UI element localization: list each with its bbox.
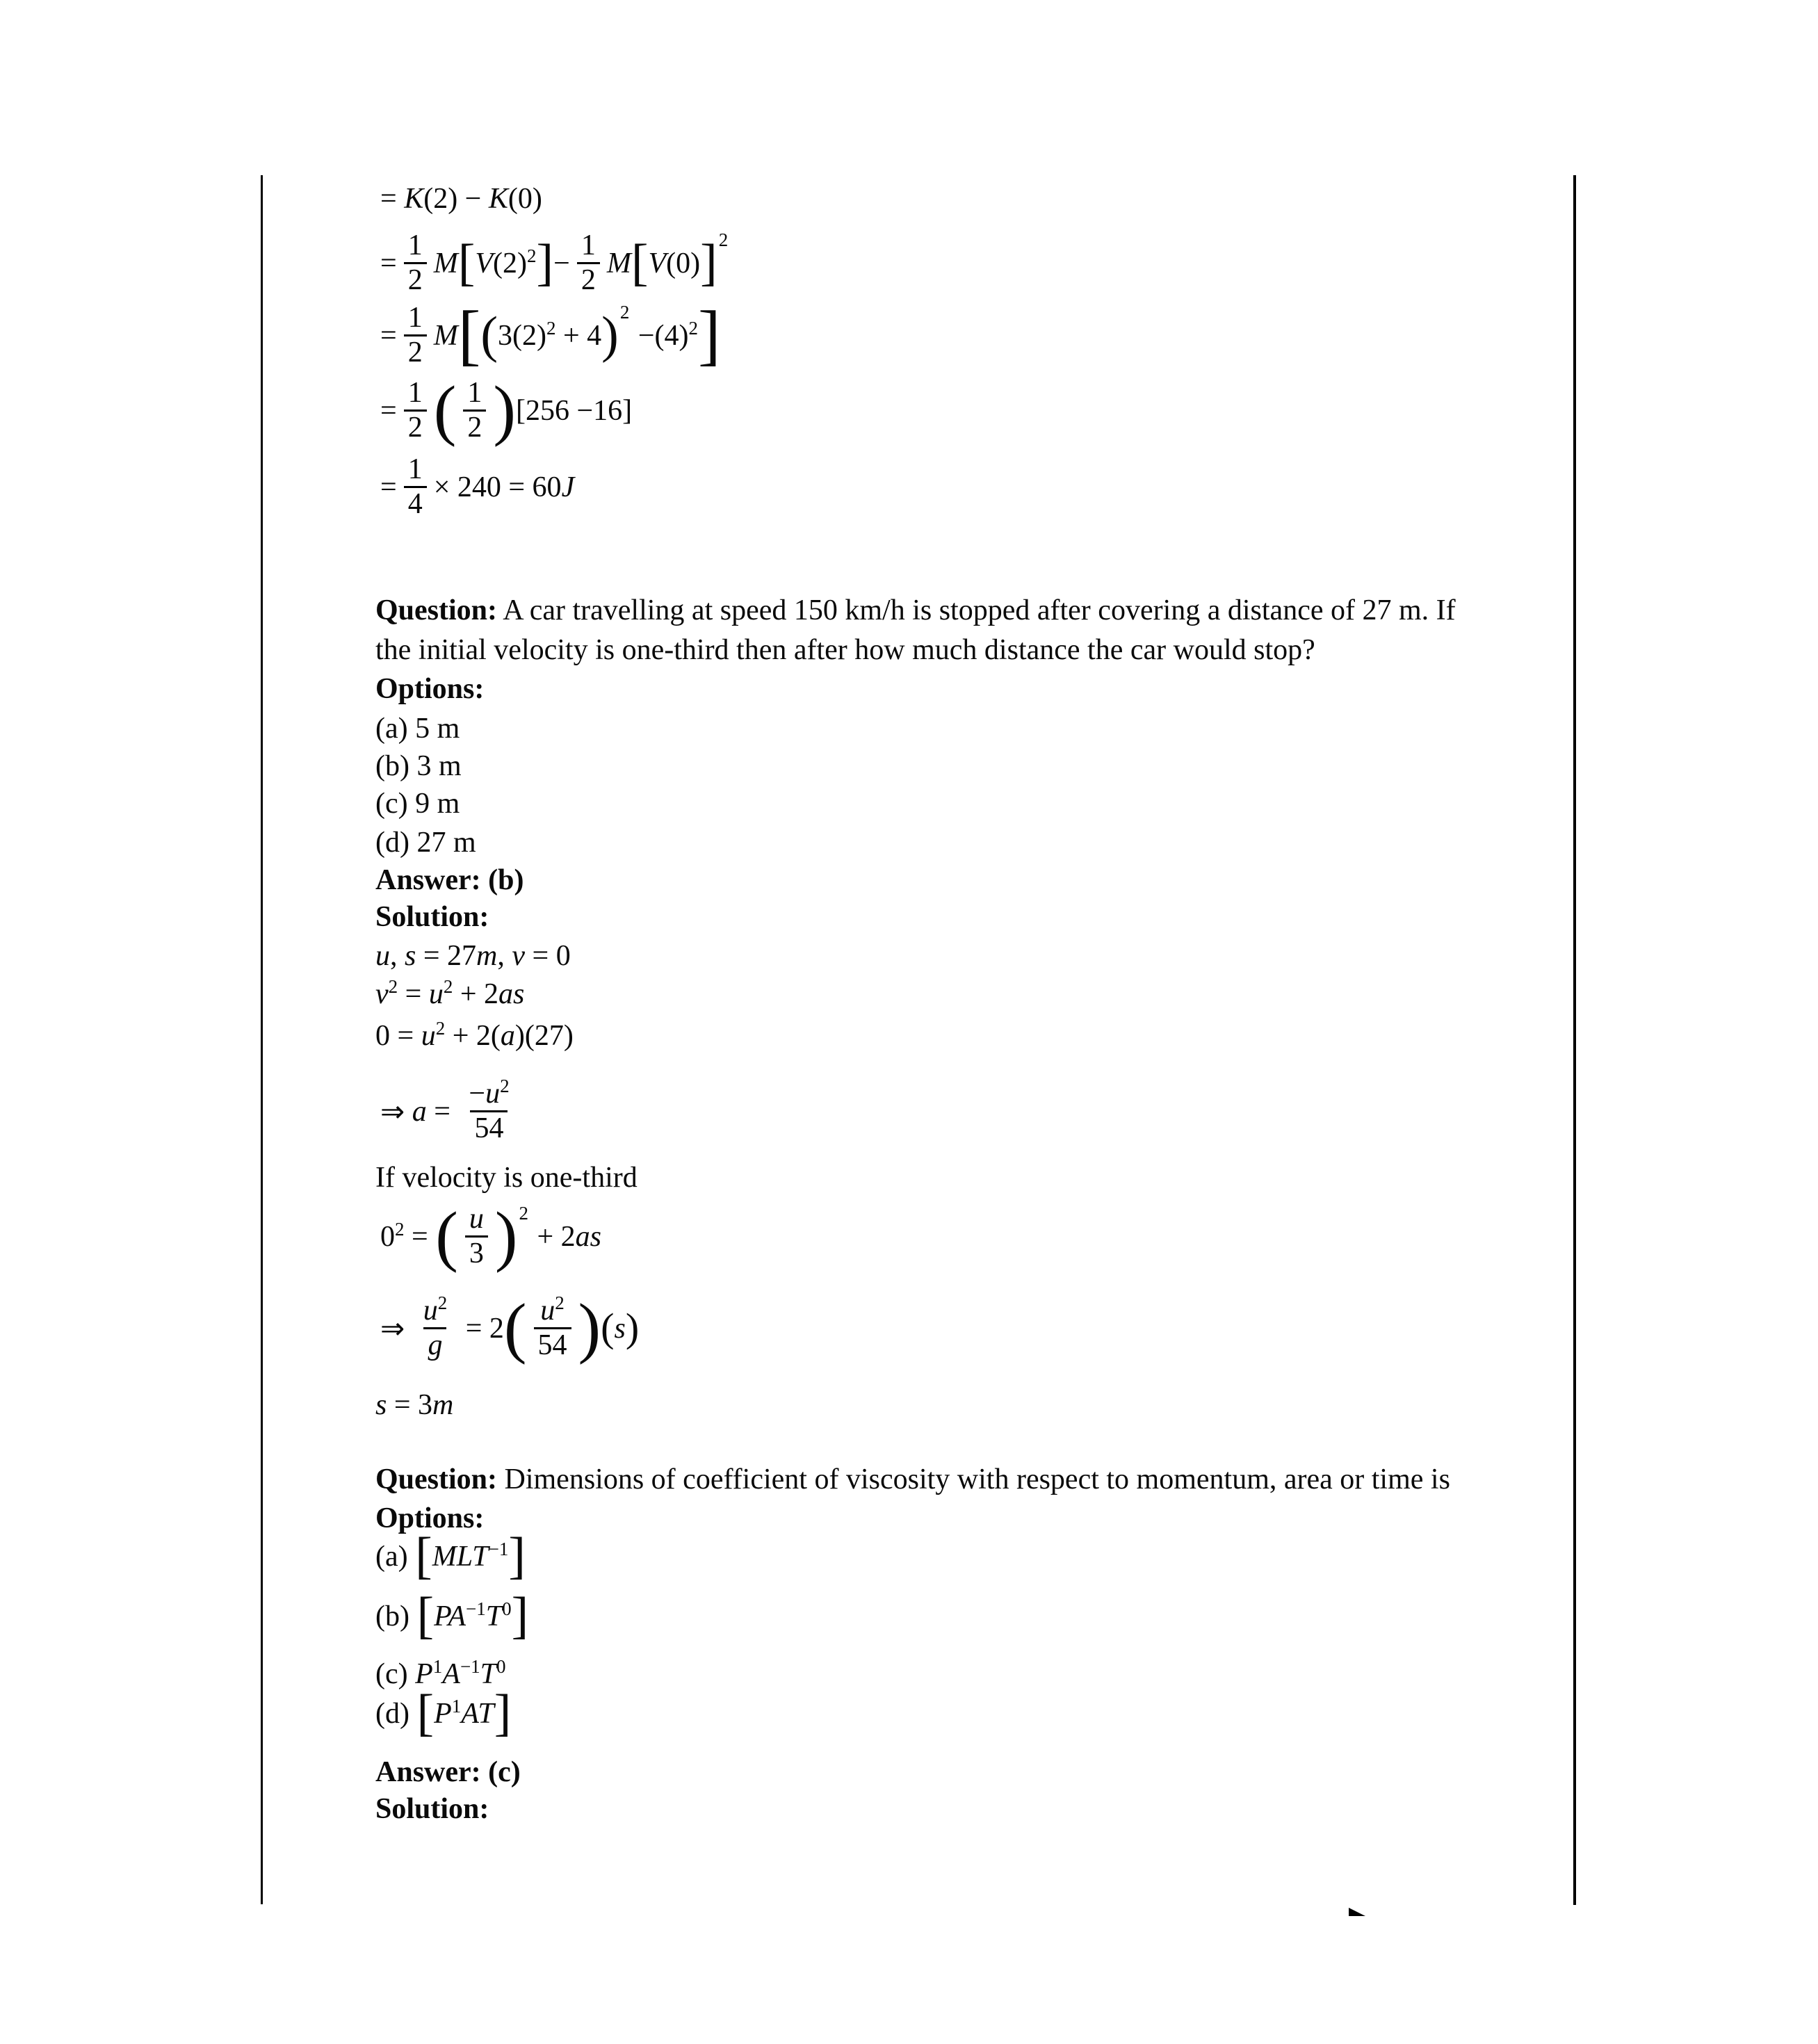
- question1-option-c: (c) 9 m: [375, 788, 460, 820]
- question1-option-d: (d) 27 m: [375, 827, 476, 859]
- question2-option-c: (c) $P^1A^{-1}T^0$: [375, 1656, 506, 1690]
- question1-options-label: Options:: [375, 673, 485, 705]
- question1-answer: Answer: (b): [375, 864, 524, 896]
- solution1-substitution: $0 = u^2 + 2(a)(27)$: [375, 1018, 574, 1052]
- equation-numeric-product: = $\frac{1}{2}$ ( $\frac{1}{2}$ ) [256 −16]: [380, 372, 633, 448]
- question2-option-b: (b) [ $PA^{-1}T^0$ ]: [375, 1587, 529, 1644]
- equation-result-60J: = $\frac{1}{4}$ × 240 = 60J: [380, 453, 575, 521]
- solution1-result: s = 3m: [375, 1389, 454, 1421]
- equation-kinetic-energy: = $\frac{1}{2}$ M [ $V(2)^2$ ] − $\frac{1}{2}$ M [ V(0) ] 2: [380, 229, 729, 297]
- solution1-given-values: u, s = 27m, v = 0: [375, 940, 571, 972]
- question1-text-line1: Question: A car travelling at speed 150 km/h is stopped after covering a distance of 27 m. If: [375, 594, 1456, 626]
- question2-option-d: (d) [ $P^1AT$ ]: [375, 1685, 512, 1742]
- right-margin-rule: [1573, 175, 1576, 1905]
- solution1-note: If velocity is one-third: [375, 1162, 638, 1194]
- question1-option-a: (a) 5 m: [375, 713, 460, 745]
- solution1-acceleration: ⇒ a = $\frac{-u^2}{54}$: [380, 1076, 510, 1145]
- question2-answer: Answer: (c): [375, 1756, 521, 1788]
- solution1-distance-equation: ⇒ $\frac{u^2}{g}$ = 2 ( $\frac{u^2}{54}$ ) ( s ): [380, 1290, 640, 1365]
- cursor-arrow-icon: [1349, 1908, 1365, 1916]
- question2-option-a: (a) [ $MLT^{-1}$ ]: [375, 1527, 526, 1584]
- question2-solution-label: Solution:: [375, 1793, 489, 1825]
- question2-text: Question: Dimensions of coefficient of viscosity with respect to momentum, area or time is: [375, 1463, 1450, 1495]
- left-margin-rule: [261, 175, 263, 1904]
- question1-option-b: (b) 3 m: [375, 750, 462, 782]
- question2-options-label: Options:: [375, 1502, 485, 1534]
- solution1-kinematic-equation: $v^2 = u^2 + 2as$: [375, 976, 525, 1010]
- equation-substituted-values: = $\frac{1}{2}$ M [ ( $3(2)^2 + 4$ ) 2 $-(4)^2$ ]: [380, 297, 721, 373]
- equation-k-difference: = K(2) − K(0): [380, 183, 542, 215]
- solution1-one-third-equation: $0^2$ = ( $\frac{u}{3}$ ) 2 + 2as: [380, 1198, 602, 1274]
- question1-text-line2: the initial velocity is one-third then after how much distance the car would stop?: [375, 634, 1315, 666]
- question1-solution-label: Solution:: [375, 901, 489, 933]
